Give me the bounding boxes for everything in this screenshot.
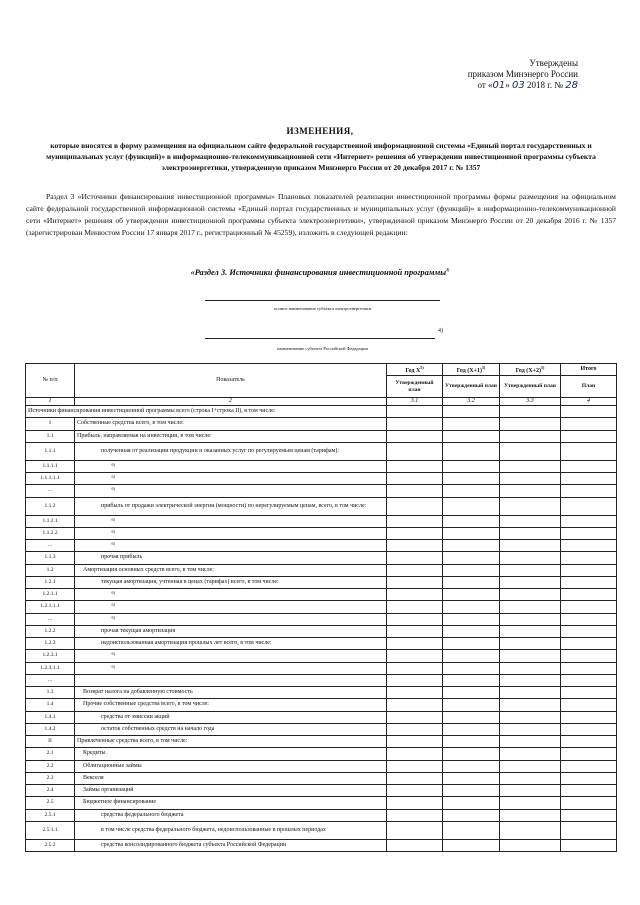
row-indicator: 6) <box>75 662 387 674</box>
row-indicator: 6) <box>75 650 387 662</box>
row-value-cell <box>443 418 500 430</box>
row-value-cell <box>561 748 617 760</box>
row-indicator: Источники финансирования инвестиционной программы всего (строка I+строка II), в том числе: <box>26 406 387 418</box>
row-value-cell <box>561 699 617 711</box>
row-value-cell <box>500 576 561 588</box>
row-number: 1.1.1 <box>26 442 75 460</box>
row-value-cell <box>443 687 500 699</box>
approval-line-1: Утверждены <box>529 58 578 68</box>
table-row <box>26 839 617 851</box>
row-value-cell <box>561 473 617 485</box>
table-row <box>26 772 617 784</box>
row-value-cell <box>561 772 617 784</box>
colnum-4: 3.2 <box>443 398 500 406</box>
header-plan-x: Утвержденный план <box>387 376 443 398</box>
table-row <box>26 564 617 576</box>
table-row <box>26 723 617 735</box>
row-value-cell <box>500 497 561 515</box>
row-number: ... <box>26 485 75 497</box>
row-number: 1.2 <box>26 564 75 576</box>
row-value-cell <box>500 613 561 625</box>
header-year-x1: Год $(X+1)^{5)}$ <box>443 364 500 376</box>
row-value-cell <box>561 564 617 576</box>
row-value-cell <box>500 638 561 650</box>
row-value-cell <box>443 772 500 784</box>
row-number: 1.3 <box>26 687 75 699</box>
table-row <box>26 552 617 564</box>
row-value-cell <box>387 576 443 588</box>
row-indicator: прочая прибыль <box>75 552 387 564</box>
table-row <box>26 711 617 723</box>
row-value-cell <box>443 650 500 662</box>
row-value-cell <box>500 650 561 662</box>
row-value-cell <box>387 497 443 515</box>
document-subtitle: которые вносятся в форму размещения на официальном сайте федеральной государственной информационной системы «Единый портал государственных и муниципальных услуг (функций)» в информационно-телекоммуникационной сети «Интернет» решения об утверждении инвестиционной программы субъекта электроэнергетики, утвержденную приказом Минэнерго России от 20 декабря 2017 г. № 1357 <box>46 141 596 172</box>
approval-block <box>428 58 578 91</box>
header-num: № п/п <box>26 364 75 398</box>
subject-name-line <box>205 300 440 301</box>
row-value-cell <box>561 711 617 723</box>
row-number: 1.2.1 <box>26 576 75 588</box>
row-value-cell <box>443 576 500 588</box>
row-number: 1.2.2 <box>26 625 75 637</box>
row-value-cell <box>561 613 617 625</box>
row-value-cell <box>561 442 617 460</box>
row-value-cell <box>500 564 561 576</box>
row-value-cell <box>561 785 617 797</box>
header-plan-x1: Утвержденный план <box>443 376 500 398</box>
row-value-cell <box>387 699 443 711</box>
table-row <box>26 460 617 472</box>
row-indicator: в том числе средства федерального бюджета, недоиспользованные в прошлых периодах <box>75 821 387 839</box>
row-indicator: 6) <box>75 460 387 472</box>
row-number: 1.1.2 <box>26 497 75 515</box>
header-total: Итого <box>561 364 617 376</box>
row-value-cell <box>561 497 617 515</box>
row-indicator: Возврат налога на добавленную стоимость <box>75 687 387 699</box>
row-indicator: средства от эмиссии акций <box>75 711 387 723</box>
row-value-cell <box>500 625 561 637</box>
row-value-cell <box>561 552 617 564</box>
row-value-cell <box>443 736 500 748</box>
table-row <box>26 406 617 418</box>
table-row <box>26 748 617 760</box>
row-indicator: 6) <box>75 515 387 527</box>
row-number: 1.2.1.1 <box>26 589 75 601</box>
row-number: ... <box>26 540 75 552</box>
row-value-cell <box>500 601 561 613</box>
row-value-cell <box>387 809 443 821</box>
row-indicator: текущая амортизация, учтенная в ценах (тарифах) всего, в том числе: <box>75 576 387 588</box>
row-value-cell <box>561 406 617 418</box>
row-number: 1.2.3.1 <box>26 650 75 662</box>
row-value-cell <box>387 473 443 485</box>
row-value-cell <box>500 736 561 748</box>
row-indicator: 6) <box>75 540 387 552</box>
row-value-cell <box>500 772 561 784</box>
row-value-cell <box>443 540 500 552</box>
row-value-cell <box>443 711 500 723</box>
row-value-cell <box>387 736 443 748</box>
row-value-cell <box>387 540 443 552</box>
row-value-cell <box>500 809 561 821</box>
row-value-cell <box>561 839 617 851</box>
row-indicator: 6) <box>75 473 387 485</box>
row-number: 2.5.1.1 <box>26 821 75 839</box>
table-row <box>26 821 617 839</box>
row-number: 1.1.1.1 <box>26 460 75 472</box>
region-name-line <box>205 338 435 339</box>
table-row <box>26 674 617 686</box>
table-row <box>26 576 617 588</box>
row-indicator: остаток собственных средств на начало года <box>75 723 387 735</box>
row-value-cell <box>561 485 617 497</box>
row-indicator: 6) <box>75 485 387 497</box>
header-year-x: Год $X^{5)}$ <box>387 364 443 376</box>
row-value-cell <box>500 821 561 839</box>
row-number: 1.4 <box>26 699 75 711</box>
colnum-3: 3.1 <box>387 398 443 406</box>
row-value-cell <box>561 687 617 699</box>
table-row <box>26 625 617 637</box>
row-number: 2.2 <box>26 760 75 772</box>
row-value-cell <box>443 497 500 515</box>
row-value-cell <box>443 748 500 760</box>
table-row <box>26 662 617 674</box>
row-value-cell <box>387 662 443 674</box>
row-value-cell <box>500 406 561 418</box>
row-value-cell <box>443 613 500 625</box>
row-value-cell <box>443 460 500 472</box>
row-value-cell <box>500 839 561 851</box>
row-number: ... <box>26 674 75 686</box>
row-indicator: 6) <box>75 613 387 625</box>
row-value-cell <box>443 430 500 442</box>
row-value-cell <box>443 662 500 674</box>
row-value-cell <box>500 797 561 809</box>
row-number: 1.1.3 <box>26 552 75 564</box>
row-value-cell <box>443 797 500 809</box>
row-value-cell <box>387 442 443 460</box>
row-value-cell <box>387 772 443 784</box>
table-row <box>26 809 617 821</box>
row-value-cell <box>387 723 443 735</box>
row-value-cell <box>443 515 500 527</box>
row-value-cell <box>387 785 443 797</box>
row-value-cell <box>500 515 561 527</box>
row-value-cell <box>443 839 500 851</box>
row-number: 1.1.2.1 <box>26 515 75 527</box>
row-indicator: недоиспользованная амортизация прошлых лет всего, в том числе: <box>75 638 387 650</box>
approval-month: 03 <box>512 80 525 91</box>
row-indicator: Привлеченные средства всего, в том числе: <box>75 736 387 748</box>
row-value-cell <box>387 515 443 527</box>
row-value-cell <box>443 821 500 839</box>
row-value-cell <box>443 785 500 797</box>
table-row <box>26 638 617 650</box>
row-number: 1.2.1.1.1 <box>26 601 75 613</box>
row-indicator: Бюджетное финансирование <box>75 797 387 809</box>
financing-sources-table <box>25 363 617 852</box>
row-indicator: Кредиты <box>75 748 387 760</box>
row-number: 2.4 <box>26 785 75 797</box>
row-value-cell <box>500 723 561 735</box>
row-value-cell <box>443 589 500 601</box>
colnum-1: 1 <box>26 398 75 406</box>
row-value-cell <box>443 760 500 772</box>
row-indicator: Прибыль, направляемая на инвестиции, в том числе: <box>75 430 387 442</box>
row-value-cell <box>561 589 617 601</box>
section-title: «Раздел 3. Источники финансирования инвестиционной программы$^{3)}$ <box>190 267 450 277</box>
colnum-5: 3.3 <box>500 398 561 406</box>
table-row <box>26 687 617 699</box>
region-name-caption: наименование субъекта Российской Федерации <box>277 346 368 351</box>
row-value-cell <box>443 552 500 564</box>
row-value-cell <box>387 552 443 564</box>
row-value-cell <box>561 460 617 472</box>
row-value-cell <box>561 797 617 809</box>
row-value-cell <box>443 442 500 460</box>
subject-name-caption: полное наименование субъекта электроэнергетики <box>273 306 372 311</box>
row-number: 1.1 <box>26 430 75 442</box>
row-indicator: Облигационные займы <box>75 760 387 772</box>
table-row <box>26 699 617 711</box>
table-row <box>26 797 617 809</box>
row-value-cell <box>443 699 500 711</box>
row-value-cell <box>443 527 500 539</box>
table-row <box>26 613 617 625</box>
header-plan-x2: Утвержденный план <box>500 376 561 398</box>
row-number: 1.2.3 <box>26 638 75 650</box>
row-indicator: прибыль от продажи электрической энергии (мощности) по нерегулируемым ценам, всего, в том числе: <box>75 497 387 515</box>
row-value-cell <box>500 699 561 711</box>
row-value-cell <box>387 687 443 699</box>
row-indicator: прочая текущая амортизация <box>75 625 387 637</box>
row-value-cell <box>443 638 500 650</box>
row-indicator <box>75 674 387 686</box>
row-value-cell <box>500 418 561 430</box>
row-value-cell <box>500 473 561 485</box>
approval-line-2: приказом Минэнерго России <box>467 69 578 79</box>
row-value-cell <box>500 552 561 564</box>
row-value-cell <box>443 473 500 485</box>
header-plan-total: План <box>561 376 617 398</box>
table-row <box>26 473 617 485</box>
table-row <box>26 540 617 552</box>
row-value-cell <box>561 821 617 839</box>
table-row <box>26 515 617 527</box>
row-value-cell <box>561 576 617 588</box>
table-row <box>26 736 617 748</box>
row-value-cell <box>443 406 500 418</box>
row-value-cell <box>387 760 443 772</box>
row-indicator: средства федерального бюджета <box>75 809 387 821</box>
row-value-cell <box>500 540 561 552</box>
row-value-cell <box>500 460 561 472</box>
intro-paragraph: Раздел 3 «Источники финансирования инвестиционной программы» Плановых показателей реализации инвестиционной программы формы размещения на официальном сайте федеральной государственной информационной системы «Единый портал государственных и муниципальных услуг (функций)» в информационно-телекоммуникационной сети «Интернет» решения об утверждении инвестиционной программы субъекта электроэнергетики», утвержденной приказом Минэнерго России от 20 декабря 2016 г. № 1357 (зарегистрирован Минюстом России 17 января 2017 г., регистрационный № 45259), изложить в следующей редакции: <box>26 192 616 237</box>
row-value-cell <box>387 601 443 613</box>
row-value-cell <box>561 662 617 674</box>
table-row <box>26 485 617 497</box>
row-value-cell <box>500 760 561 772</box>
row-value-cell <box>387 748 443 760</box>
row-value-cell <box>387 650 443 662</box>
row-number: II <box>26 736 75 748</box>
row-number: 2.5.1 <box>26 809 75 821</box>
row-number: I <box>26 418 75 430</box>
row-value-cell <box>500 687 561 699</box>
row-indicator: Займы организаций <box>75 785 387 797</box>
table-row <box>26 418 617 430</box>
row-value-cell <box>443 809 500 821</box>
row-value-cell <box>561 723 617 735</box>
row-value-cell <box>387 625 443 637</box>
row-value-cell <box>500 442 561 460</box>
row-value-cell <box>387 527 443 539</box>
row-value-cell <box>387 418 443 430</box>
row-value-cell <box>561 430 617 442</box>
approval-number: 28 <box>565 80 578 91</box>
row-value-cell <box>500 748 561 760</box>
row-value-cell <box>561 674 617 686</box>
row-number: 2.5 <box>26 797 75 809</box>
colnum-2: 2 <box>75 398 387 406</box>
row-value-cell <box>500 662 561 674</box>
row-number: 1.2.3.1.1 <box>26 662 75 674</box>
row-indicator: Собственные средства всего, в том числе: <box>75 418 387 430</box>
row-value-cell <box>561 625 617 637</box>
row-value-cell <box>561 540 617 552</box>
row-value-cell <box>443 674 500 686</box>
row-value-cell <box>561 601 617 613</box>
row-value-cell <box>387 613 443 625</box>
row-value-cell <box>387 674 443 686</box>
row-value-cell <box>443 485 500 497</box>
table-body <box>26 406 617 852</box>
row-value-cell <box>387 797 443 809</box>
row-indicator: средства консолидированного бюджета субъекта Российской Федерации <box>75 839 387 851</box>
table-row <box>26 430 617 442</box>
approval-line-3: от «01» 03 2018 г. № 28 <box>477 80 578 91</box>
row-indicator: 6) <box>75 589 387 601</box>
row-value-cell <box>443 625 500 637</box>
table-row <box>26 497 617 515</box>
row-value-cell <box>443 723 500 735</box>
row-value-cell <box>387 485 443 497</box>
row-value-cell <box>500 485 561 497</box>
row-number: 2.5.2 <box>26 839 75 851</box>
row-indicator: Амортизация основных средств всего, в том числе: <box>75 564 387 576</box>
table-row <box>26 442 617 460</box>
row-value-cell <box>443 564 500 576</box>
row-indicator: Векселя <box>75 772 387 784</box>
row-value-cell <box>500 674 561 686</box>
row-number: 1.4.1 <box>26 711 75 723</box>
row-value-cell <box>561 638 617 650</box>
row-number: 1.1.2.2 <box>26 527 75 539</box>
table-row <box>26 527 617 539</box>
row-number: 1.1.1.1.1 <box>26 473 75 485</box>
document-title: ИЗМЕНЕНИЯ, <box>286 126 354 136</box>
row-number: 2.1 <box>26 748 75 760</box>
row-indicator: 6) <box>75 601 387 613</box>
row-value-cell <box>561 527 617 539</box>
table-row <box>26 589 617 601</box>
row-value-cell <box>387 711 443 723</box>
header-year-x2: Год $(X+2)^{5)}$ <box>500 364 561 376</box>
row-value-cell <box>387 821 443 839</box>
row-value-cell <box>387 839 443 851</box>
approval-day: 01 <box>492 80 506 91</box>
row-value-cell <box>443 601 500 613</box>
row-value-cell <box>387 430 443 442</box>
row-value-cell <box>500 785 561 797</box>
row-value-cell <box>500 430 561 442</box>
table-row <box>26 650 617 662</box>
row-value-cell <box>387 589 443 601</box>
footnote-4: 4) <box>438 328 443 334</box>
row-indicator: 6) <box>75 527 387 539</box>
row-indicator: полученная от реализации продукции и оказанных услуг по регулируемым ценам (тарифам): <box>75 442 387 460</box>
row-value-cell <box>387 638 443 650</box>
row-value-cell <box>561 809 617 821</box>
row-value-cell <box>387 460 443 472</box>
colnum-6: 4 <box>561 398 617 406</box>
row-number: 1.4.2 <box>26 723 75 735</box>
header-indicator: Показатель <box>75 364 387 398</box>
row-value-cell <box>500 711 561 723</box>
row-value-cell <box>561 515 617 527</box>
row-value-cell <box>561 736 617 748</box>
row-value-cell <box>387 564 443 576</box>
row-value-cell <box>500 589 561 601</box>
row-value-cell <box>561 418 617 430</box>
row-number: 2.3 <box>26 772 75 784</box>
table-row <box>26 601 617 613</box>
table-row <box>26 785 617 797</box>
row-value-cell <box>387 406 443 418</box>
row-number: ... <box>26 613 75 625</box>
row-value-cell <box>561 650 617 662</box>
row-indicator: Прочие собственные средства всего, в том числе: <box>75 699 387 711</box>
row-value-cell <box>500 527 561 539</box>
row-value-cell <box>561 760 617 772</box>
table-row <box>26 760 617 772</box>
